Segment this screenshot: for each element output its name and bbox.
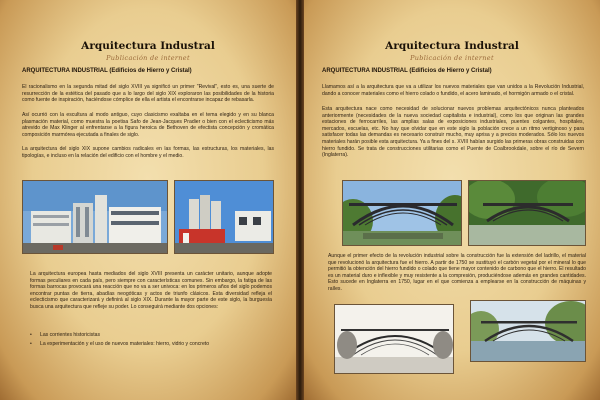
section-heading: ARQUITECTURA INDUSTRIAL (Edificios de Hierro y Cristal) <box>22 68 192 74</box>
list-item: • La experimentación y el uso de nuevos materiales: hierro, vidrio y concreto <box>30 340 270 349</box>
industrial-buildings-photo <box>22 180 168 254</box>
paragraph-3: La arquitectura del siglo XIX supone cambios radicales en las formas, las estructuras, los materiales, las tipologías, e incluso en la relación del edificio con el hombre y el medio. <box>22 146 274 159</box>
engraving-bridge-image <box>334 304 454 374</box>
iron-bridge-photo <box>342 180 462 246</box>
silos-photo <box>174 180 274 254</box>
paragraph-2: Esta arquitectura nace como necesidad de solucionar nuevos problemas arquitectónicos nunca planteados anteriormente (necesidades de la nueva sociedad capitalista e industrial), como los que originan las grandes estaciones de ferrocarriles, las amplias salas de exposiciones industriales, puentes colgantes, hospitales, mercados, escuelas, etc. No hay que olvidar que en este siglo la población crece a un ritmo vertiginoso y para satisfacer todas las demandas es necesario construir mucho, muy aprisa y a precios moderados. Sólo los nuevos materiales harán posible esta arquitectura. Ya a fines del s. XVIII habían surgido las primeras obras construidas con hierro fundido. Se trata de construcciones utilitarias como el Puente de Coalbrookdale, sobre el río de Severn (Inglaterra). <box>322 106 584 159</box>
book-spine <box>296 0 304 400</box>
bridge-river-photo <box>470 300 586 362</box>
options-list <box>30 331 270 349</box>
section-heading: ARQUITECTURA INDUSTRIAL (Edificios de Hierro y Cristal) <box>322 68 492 74</box>
paragraph-3: Aunque el primer efecto de la revolución industrial sobre la construcción fue la extensión del ladrillo, el material que revolucionó la arquitectura fue el hierro. A partir de 1750 se sustituyó el carbón vegetal por el mineral lo que permitió la obtención del hierro fundido o colado que tiene mayor contenido de carbono que el hierro. El resultado es un material duro e inflexible y muy resistente a la compresión, produciéndose además en grandes cantidades. Esto sucede en Inglaterra en 1750, lugar en el que comienza a emplearse en la construcción de máquinas y raíles. <box>328 253 586 292</box>
page-subtitle: Publicación de internet <box>410 54 494 62</box>
page-title: Arquitectura Industral <box>81 40 215 52</box>
list-item: • Las corrientes historicistas <box>30 331 270 340</box>
page-title: Arquitectura Industral <box>385 40 519 52</box>
page-subtitle: Publicación de internet <box>106 54 190 62</box>
paragraph-4: La arquitectura europea hasta mediados del siglo XVIII presenta un carácter unitario, aunque adopte formas peculiares en cada país, pero siempre con características comunes. Sin embargo, la fatiga de las formas barrocas provocará una reacción que no va a ser univoca: en los primeros años del siglo podemos encontrar puntas de tierra, abadías neogóticas y actos de triunfo clásicos. Esta diversidad refleja el eclecticismo que caracterizará y definirá al siglo XIX. Durante la mayor parte de este siglo, la burguesía busca una arquitectura que refleje su poder. Lo conseguirá mediante dos opciones: <box>30 271 272 310</box>
forest-bridge-photo <box>468 180 586 246</box>
left-page <box>0 0 296 400</box>
paragraph-1: El racionalismo en la segunda mitad del siglo XVIII ya significó un primer "Revival", esto es, una suerte de resurrección de la estética del pasado que a lo largo del siglo XIX exploraron las posibilidades de la historia como fuente de inspiración, haciéndose cómplice de ella el artista el encontrarse incapaz de rebasarla. <box>22 84 274 104</box>
paragraph-2: Así ocurrió con la escultura al modo antiguo, cuyo clasicismo exaltaba en el tema elegido y en su blanca plasmación material, como muestra la poetisa Safo de Jean-Jacques Pradier o bien con el eclecticismo más atrevido de Max Klinger al enfrentarse a la figura heroica de Bethoven de efectista concepción y cromática composición marmórea ejecutada a finales de siglo. <box>22 112 274 138</box>
paragraph-1: Llamamos así a la arquitectura que va a utilizar los nuevos materiales que van unidos a la Revolución Industrial, dando a conocer materiales como el hierro colado o fundido, el acero laminado, el hormigón armado o el cristal. <box>322 84 584 97</box>
right-page <box>304 0 600 400</box>
